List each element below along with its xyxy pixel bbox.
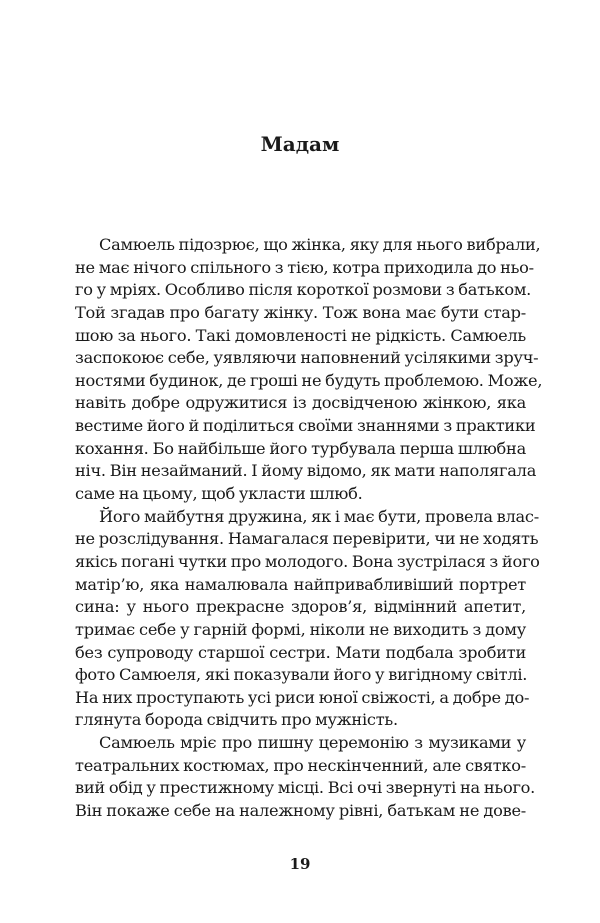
text-line: якісь погані чутки про молодого. Вона зустрілася з його [75, 551, 540, 571]
chapter-title: Мадам [260, 132, 340, 156]
text-line: навіть добре одружитися із досвідченою жінкою, яка [75, 393, 526, 413]
text-line: Самюель мріє про пишну церемонію з музиками у [99, 733, 526, 753]
text-line: ніч. Він незайманий. І йому відомо, як мати наполягала [75, 461, 537, 481]
text-line: без супроводу старшої сестри. Мати подбала зробити [75, 642, 526, 662]
text-line: шою за нього. Такі домовленості не рідкість. Самюель [75, 325, 526, 345]
text-line: матір’ю, яка намалювала найпривабливіший портрет [75, 574, 526, 594]
text-line: не розслідування. Намагалася перевірити, чи не ходять [75, 529, 539, 549]
text-line: вестиме його й поділиться своїми знаннями з практики [75, 416, 536, 436]
text-line: вий обід у престижному місці. Всі очі звернуті на нього. [75, 778, 536, 798]
text-line: заспокоює себе, уявляючи наповнений усілякими зруч- [75, 348, 539, 368]
text-line: фото Самюеля, які показували його у вигідному світлі. [75, 665, 528, 685]
text-line: На них проступають усі риси юної свіжості, а добре до- [75, 687, 530, 707]
text-line: ностями будинок, де гроші не будуть проблемою. Може, [75, 370, 543, 390]
text-line: Той згадав про багату жінку. Тож вона має бути стар- [75, 302, 526, 322]
text-line: не має нічого спільного з тією, котра приходила до ньо- [75, 257, 534, 277]
text-line: Він покаже себе на належному рівні, батькам не дове- [75, 801, 526, 821]
text-line: театральних костюмах, про нескінченний, але святко- [75, 755, 526, 775]
text-line: сина: у нього прекрасне здоров’я, відмінний апетит, [75, 597, 526, 617]
text-line: саме на цьому, щоб укласти шлюб. [75, 484, 363, 504]
text-line: глянута борода свідчить про мужність. [75, 710, 398, 730]
body-text [75, 234, 543, 823]
page-number: 19 [289, 855, 311, 873]
text-line: Його майбутня дружина, як і має бути, провела влас- [99, 506, 539, 526]
text-line: тримає себе у гарній формі, ніколи не виходить з дому [75, 619, 526, 639]
text-line: го у мріях. Особливо після короткої розмови з батьком. [75, 280, 532, 300]
text-line: Самюель підозрює, що жінка, яку для нього вибрали, [99, 235, 541, 254]
text-line: кохання. Бо найбільше його турбувала перша шлюбна [75, 438, 526, 458]
